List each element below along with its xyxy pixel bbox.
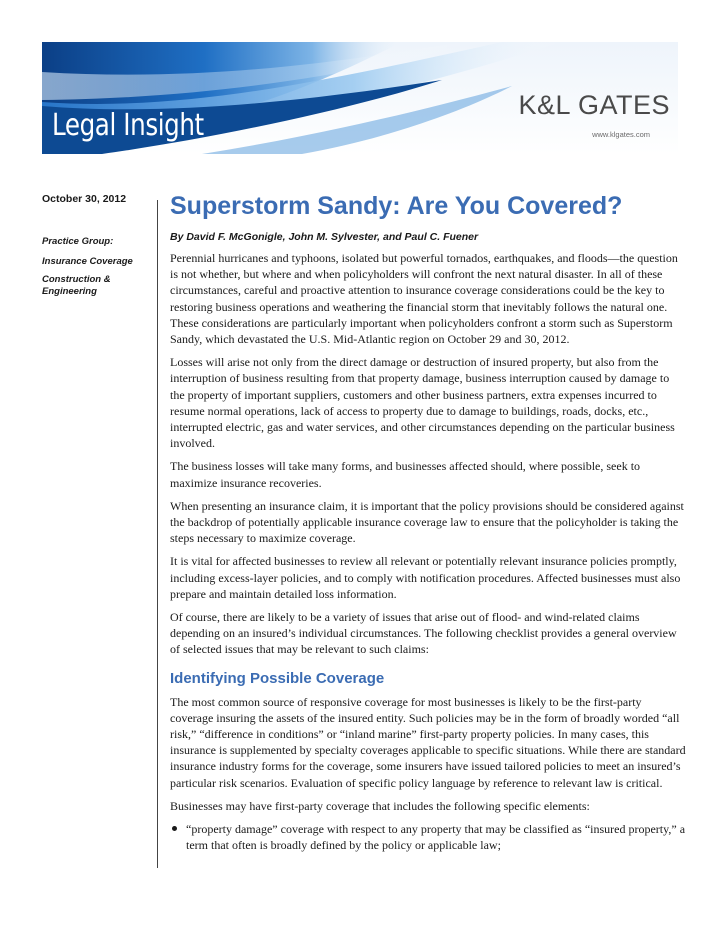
sidebar bbox=[42, 192, 154, 297]
article-paragraph: When presenting an insurance claim, it is important that the policy provisions should be considered against the backdrop of potentially applicable insurance coverage law to ensure that the policyholder is taking the steps necessary to maximize coverage. bbox=[170, 498, 684, 546]
brand-url: www.klgates.com bbox=[592, 130, 650, 139]
practice-group-label: Practice Group: bbox=[42, 236, 114, 247]
practice-group-item: Construction & Engineering bbox=[42, 274, 111, 297]
article-byline: By David F. McGonigle, John M. Sylvester, and Paul C. Fuener bbox=[170, 231, 479, 243]
section-paragraph: Businesses may have first-party coverage that includes the following specific elements: bbox=[170, 798, 590, 813]
bullet-dot-icon bbox=[172, 826, 177, 831]
banner-title: Legal Insight bbox=[52, 108, 204, 143]
publication-date: October 30, 2012 bbox=[42, 193, 127, 205]
article-paragraph: Losses will arise not only from the direct damage or destruction of insured property, but also from the interruption of business resulting from that property damage, business interruption caused by damage to the property of important suppliers, customers and other business partners, extra expenses incurred to resume normal operations, lack of access to property due to damage to buildings, roads, docks, etc., interrupted electric, gas and water services, and other circumstances depending on the particular business involved. bbox=[170, 355, 675, 451]
section-heading: Identifying Possible Coverage bbox=[170, 669, 385, 687]
article bbox=[170, 190, 686, 854]
article-paragraph: It is vital for affected businesses to review all relevant or potentially relevant insurance policies promptly, including excess-layer policies, and to comply with notification procedures. Affected businesses must also prepare and maintain detailed loss information. bbox=[170, 554, 681, 601]
brand-logo: K&L GATES bbox=[518, 90, 670, 120]
practice-group-item: Insurance Coverage bbox=[42, 256, 133, 267]
article-title: Superstorm Sandy: Are You Covered? bbox=[170, 192, 623, 220]
bullet-item bbox=[170, 821, 686, 853]
article-paragraph: The business losses will take many forms, and businesses affected should, where possible, seek to maximize insurance recoveries. bbox=[170, 459, 641, 490]
article-paragraph: Of course, there are likely to be a variety of issues that arise out of flood- and wind-related claims depending on an insured’s individual circumstances. The following checklist provides a general overview of selected issues that may be relevant to such claims: bbox=[170, 610, 677, 657]
column-divider bbox=[157, 200, 158, 868]
header-banner bbox=[42, 42, 678, 154]
practice-group-list bbox=[42, 256, 154, 304]
section-paragraph: The most common source of responsive coverage for most businesses is likely to be the first-party coverage insuring the assets of the insured entity. Such policies may be in the form of broadly worded “all risk,” “difference in conditions” or “inland marine” first-party property policies. In many cases, this insurance is supplemented by specialty coverages applicable to specific situations. While there are standard insurance industry forms for the coverage, some insurers have issued tailored policies to meet an insured’s particular risk scenarios. Evaluation of specific policy language by reference to relevant law is critical. bbox=[170, 694, 686, 790]
coverage-bullet-list bbox=[170, 821, 686, 853]
bullet-text: “property damage” coverage with respect to any property that may be classified as “insured property,” a term that often is broadly defined by the policy or applicable law; bbox=[186, 822, 686, 853]
article-paragraph: Perennial hurricanes and typhoons, isolated but powerful tornados, earthquakes, and floods—the question is not whether, but where and when policyholders will confront the next natural disaster. In all of these circumstances, careful and proactive attention to insurance coverage considerations could be the key to restoring business operations and weathering the financial storm that inevitably follows the natural one. These considerations are particularly important when policyholders confront a storm such as Superstorm Sandy, which devastated the U.S. Mid-Atlantic region on October 29 and 30, 2012. bbox=[170, 251, 678, 347]
